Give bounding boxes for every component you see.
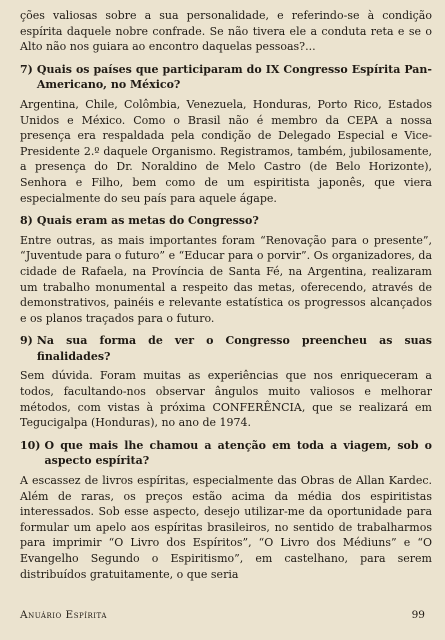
- page-number: 99: [411, 609, 425, 621]
- answer-10: A escassez de livros espíritas, especialmente das Obras de Allan Kardec. Além de raras, os preços estão acima da média dos espiritistas interessados. Sob esse aspecto, desejo utilizar-me da oportunidade para formular um apelo aos espíritas brasileiros, no sentido de trabalharmos para imprimir “O Livro dos Espíritos”, “O Livro dos Médiuns” e “O Evangelho Segundo o Espiritismo”, em castelhano, para serem distribuídos gratuitamente, o que seria: [20, 474, 432, 581]
- page-footer: [20, 609, 425, 621]
- page-content: [20, 8, 432, 582]
- running-title: Anuário Espírita: [20, 609, 107, 621]
- question-9: [20, 333, 432, 364]
- intro-paragraph: ções valiosas sobre a sua personalidade, e referindo-se à condição espírita daquele nobre confrade. Se não tivera ele a conduta reta e se o Alto não nos guiara ao encontro daquelas pessoas?...: [20, 9, 432, 54]
- question-10-text: O que mais lhe chamou a atenção em toda a viagem, sob o aspecto espírita?: [44, 438, 432, 468]
- question-8: [20, 213, 432, 229]
- question-8-text: Quais eram as metas do Congresso?: [36, 214, 259, 228]
- question-10-number: 10): [20, 438, 41, 452]
- question-10: [20, 438, 432, 469]
- question-7-text: Quais os países que participaram do IX Congresso Espírita Pan-Americano, no México?: [36, 62, 432, 92]
- question-9-text: Na sua forma de ver o Congresso preencheu as suas finalidades?: [36, 334, 432, 363]
- question-8-number: 8): [20, 214, 33, 228]
- question-7: [20, 62, 432, 93]
- question-9-number: 9): [20, 334, 33, 348]
- answer-7: Argentina, Chile, Colômbia, Venezuela, Honduras, Porto Rico, Estados Unidos e México. Como o Brasil não é membro da CEPA a nossa presença era respaldada pela condição de Delegado Especial e Vice-Presidente 2.º daquele Organismo. Registramos, também, jubilosamente, a presença do Dr. Noraldino de Melo Castro (de Belo Horizonte), Senhora e Filho, bem como de um espiritista japonês, que viera especialmente do seu país para aquele ágape.: [20, 97, 432, 205]
- answer-9: Sem dúvida. Foram muitas as experiências que nos enriqueceram a todos, facultando-nos observar ângulos muito valiosos e melhorar métodos, com vistas à próxima CONFERÊNCIA, que se realizará em Tegucigalpa (Honduras), no ano de 1974.: [20, 369, 432, 430]
- answer-8: Entre outras, as mais importantes foram “Renovação para o presente”, “Juventude para o futuro” e “Educar para o porvir”. Os organizadores, da cidade de Rafaela, na Província de Santa Fé, na Argentina, realizaram um trabalho monumental a respeito das metas, oferecendo, através de demonstrativos, painéis e relevante estatística os progressos alcançados e os planos traçados para o futuro.: [20, 233, 432, 325]
- question-7-number: 7): [20, 62, 33, 76]
